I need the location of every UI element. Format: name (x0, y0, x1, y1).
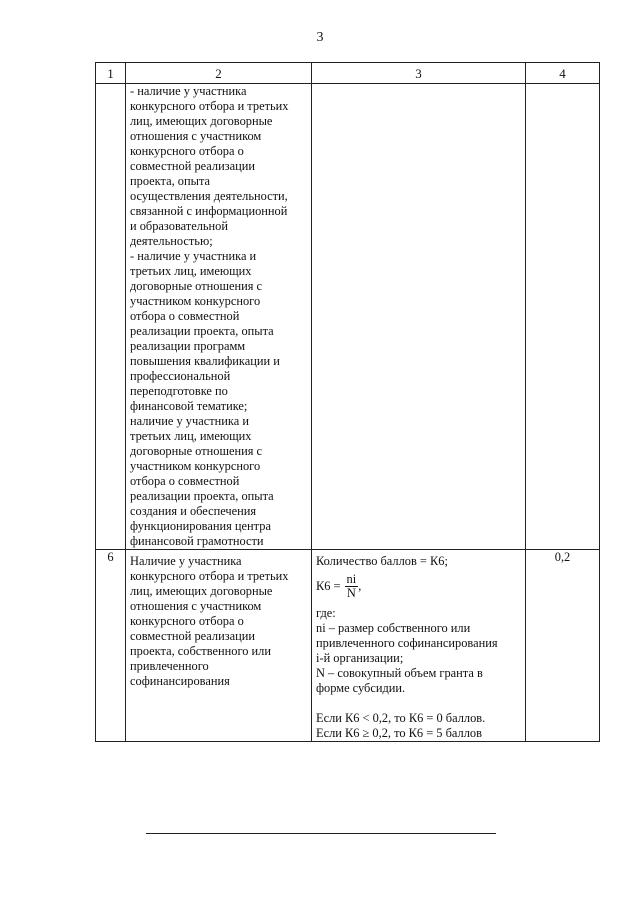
definition-text-line: ni – размер собственного или (316, 621, 471, 635)
criterion-text-line: - наличие у участника (130, 84, 247, 98)
definition-text-line: форме субсидии. (316, 681, 406, 695)
criterion-text-line: отбора о совместной (130, 309, 240, 323)
criterion-text-line: конкурсного отбора и третьих (130, 99, 289, 113)
criterion-text-line: проекта, собственного или (130, 644, 271, 658)
definition-text-line: N – совокупный объем гранта в (316, 666, 483, 680)
table-row-continuation (96, 84, 600, 550)
criteria-table (95, 62, 600, 742)
criterion-text-line: наличие у участника и (130, 414, 249, 428)
criterion-text-line: профессиональной (130, 369, 231, 383)
table-row-6 (96, 550, 600, 742)
criterion-text-line: софинансирования (130, 674, 230, 688)
criterion-text-line: третьих лиц, имеющих (130, 429, 252, 443)
cell-weight-continuation (526, 84, 600, 550)
method-definitions (316, 621, 521, 696)
criterion-text-line: привлеченного (130, 659, 209, 673)
criterion-text-line: осуществления деятельности, (130, 189, 288, 203)
cell-number-6: 6 (96, 550, 126, 742)
criterion-text-line: создания и обеспечения (130, 504, 257, 518)
cell-number-continuation (96, 84, 126, 550)
formula-trail: , (358, 579, 362, 593)
criterion-text-line: совместной реализации (130, 159, 256, 173)
header-col-1: 1 (96, 63, 126, 84)
method-intro: Количество баллов = К6; (316, 554, 448, 568)
page-number: 3 (316, 30, 324, 45)
method-rules (316, 711, 521, 741)
criterion-text-line: лиц, имеющих договорные (130, 584, 273, 598)
criterion-text-line: третьих лиц, имеющих (130, 264, 252, 278)
formula-numerator: ni (346, 572, 357, 586)
criterion-text-line: отбора о совместной (130, 474, 240, 488)
criterion-text-line: деятельностью; (130, 234, 213, 248)
rule-text-line: Если К6 < 0,2, то К6 = 0 баллов. (316, 711, 486, 725)
criterion-text-line: переподготовке по (130, 384, 228, 398)
criterion-text-line: конкурсного отбора и третьих (130, 569, 289, 583)
criterion-text-line: повышения квалификации и (130, 354, 280, 368)
criterion-text-line: договорные отношения с (130, 444, 263, 458)
criterion-text-line: финансовой тематике; (130, 399, 248, 413)
criterion-text-line: связанной с информационной (130, 204, 288, 218)
criterion-text-line: совместной реализации (130, 629, 256, 643)
cell-criterion-6 (126, 550, 312, 742)
formula-lhs: К6 = (316, 579, 341, 593)
method-where: где: (316, 606, 336, 620)
criterion-text-line: проекта, опыта (130, 174, 211, 188)
criterion-text-line: реализации проекта, опыта (130, 489, 274, 503)
criterion-text-line: участником конкурсного (130, 294, 261, 308)
formula-denominator: N (346, 586, 356, 600)
criterion-text-line: реализации программ (130, 339, 246, 353)
criterion-text-line: реализации проекта, опыта (130, 324, 274, 338)
footer-divider (146, 833, 496, 834)
criterion-text-line: участником конкурсного (130, 459, 261, 473)
method-spacer (316, 696, 521, 711)
criterion-text-line: и образовательной (130, 219, 229, 233)
criterion-text-line: функционирования центра (130, 519, 271, 533)
criterion-text-line: лиц, имеющих договорные (130, 114, 273, 128)
header-col-4: 4 (526, 63, 600, 84)
formula-k6 (316, 573, 521, 600)
cell-weight-6: 0,2 (526, 550, 600, 742)
criterion-text-line: конкурсного отбора о (130, 144, 244, 158)
header-col-2: 2 (126, 63, 312, 84)
criterion-text-line: - наличие у участника и (130, 249, 257, 263)
header-col-3: 3 (312, 63, 526, 84)
criterion-text-line: отношения с участником (130, 129, 262, 143)
definition-text-line: i-й организации; (316, 651, 404, 665)
table-header-row (96, 63, 600, 84)
criterion-text-line: конкурсного отбора о (130, 614, 244, 628)
rule-text-line: Если К6 ≥ 0,2, то К6 = 5 баллов (316, 726, 482, 740)
criterion-text-line: отношения с участником (130, 599, 262, 613)
criterion-text-line: Наличие у участника (130, 554, 242, 568)
formula-fraction (345, 572, 362, 600)
cell-criterion-continuation (126, 84, 312, 550)
criterion-text-line: финансовой грамотности (130, 534, 264, 548)
definition-text-line: привлеченного софинансирования (316, 636, 498, 650)
cell-method-continuation (312, 84, 526, 550)
cell-method-6 (312, 550, 526, 742)
criterion-text-line: договорные отношения с (130, 279, 263, 293)
